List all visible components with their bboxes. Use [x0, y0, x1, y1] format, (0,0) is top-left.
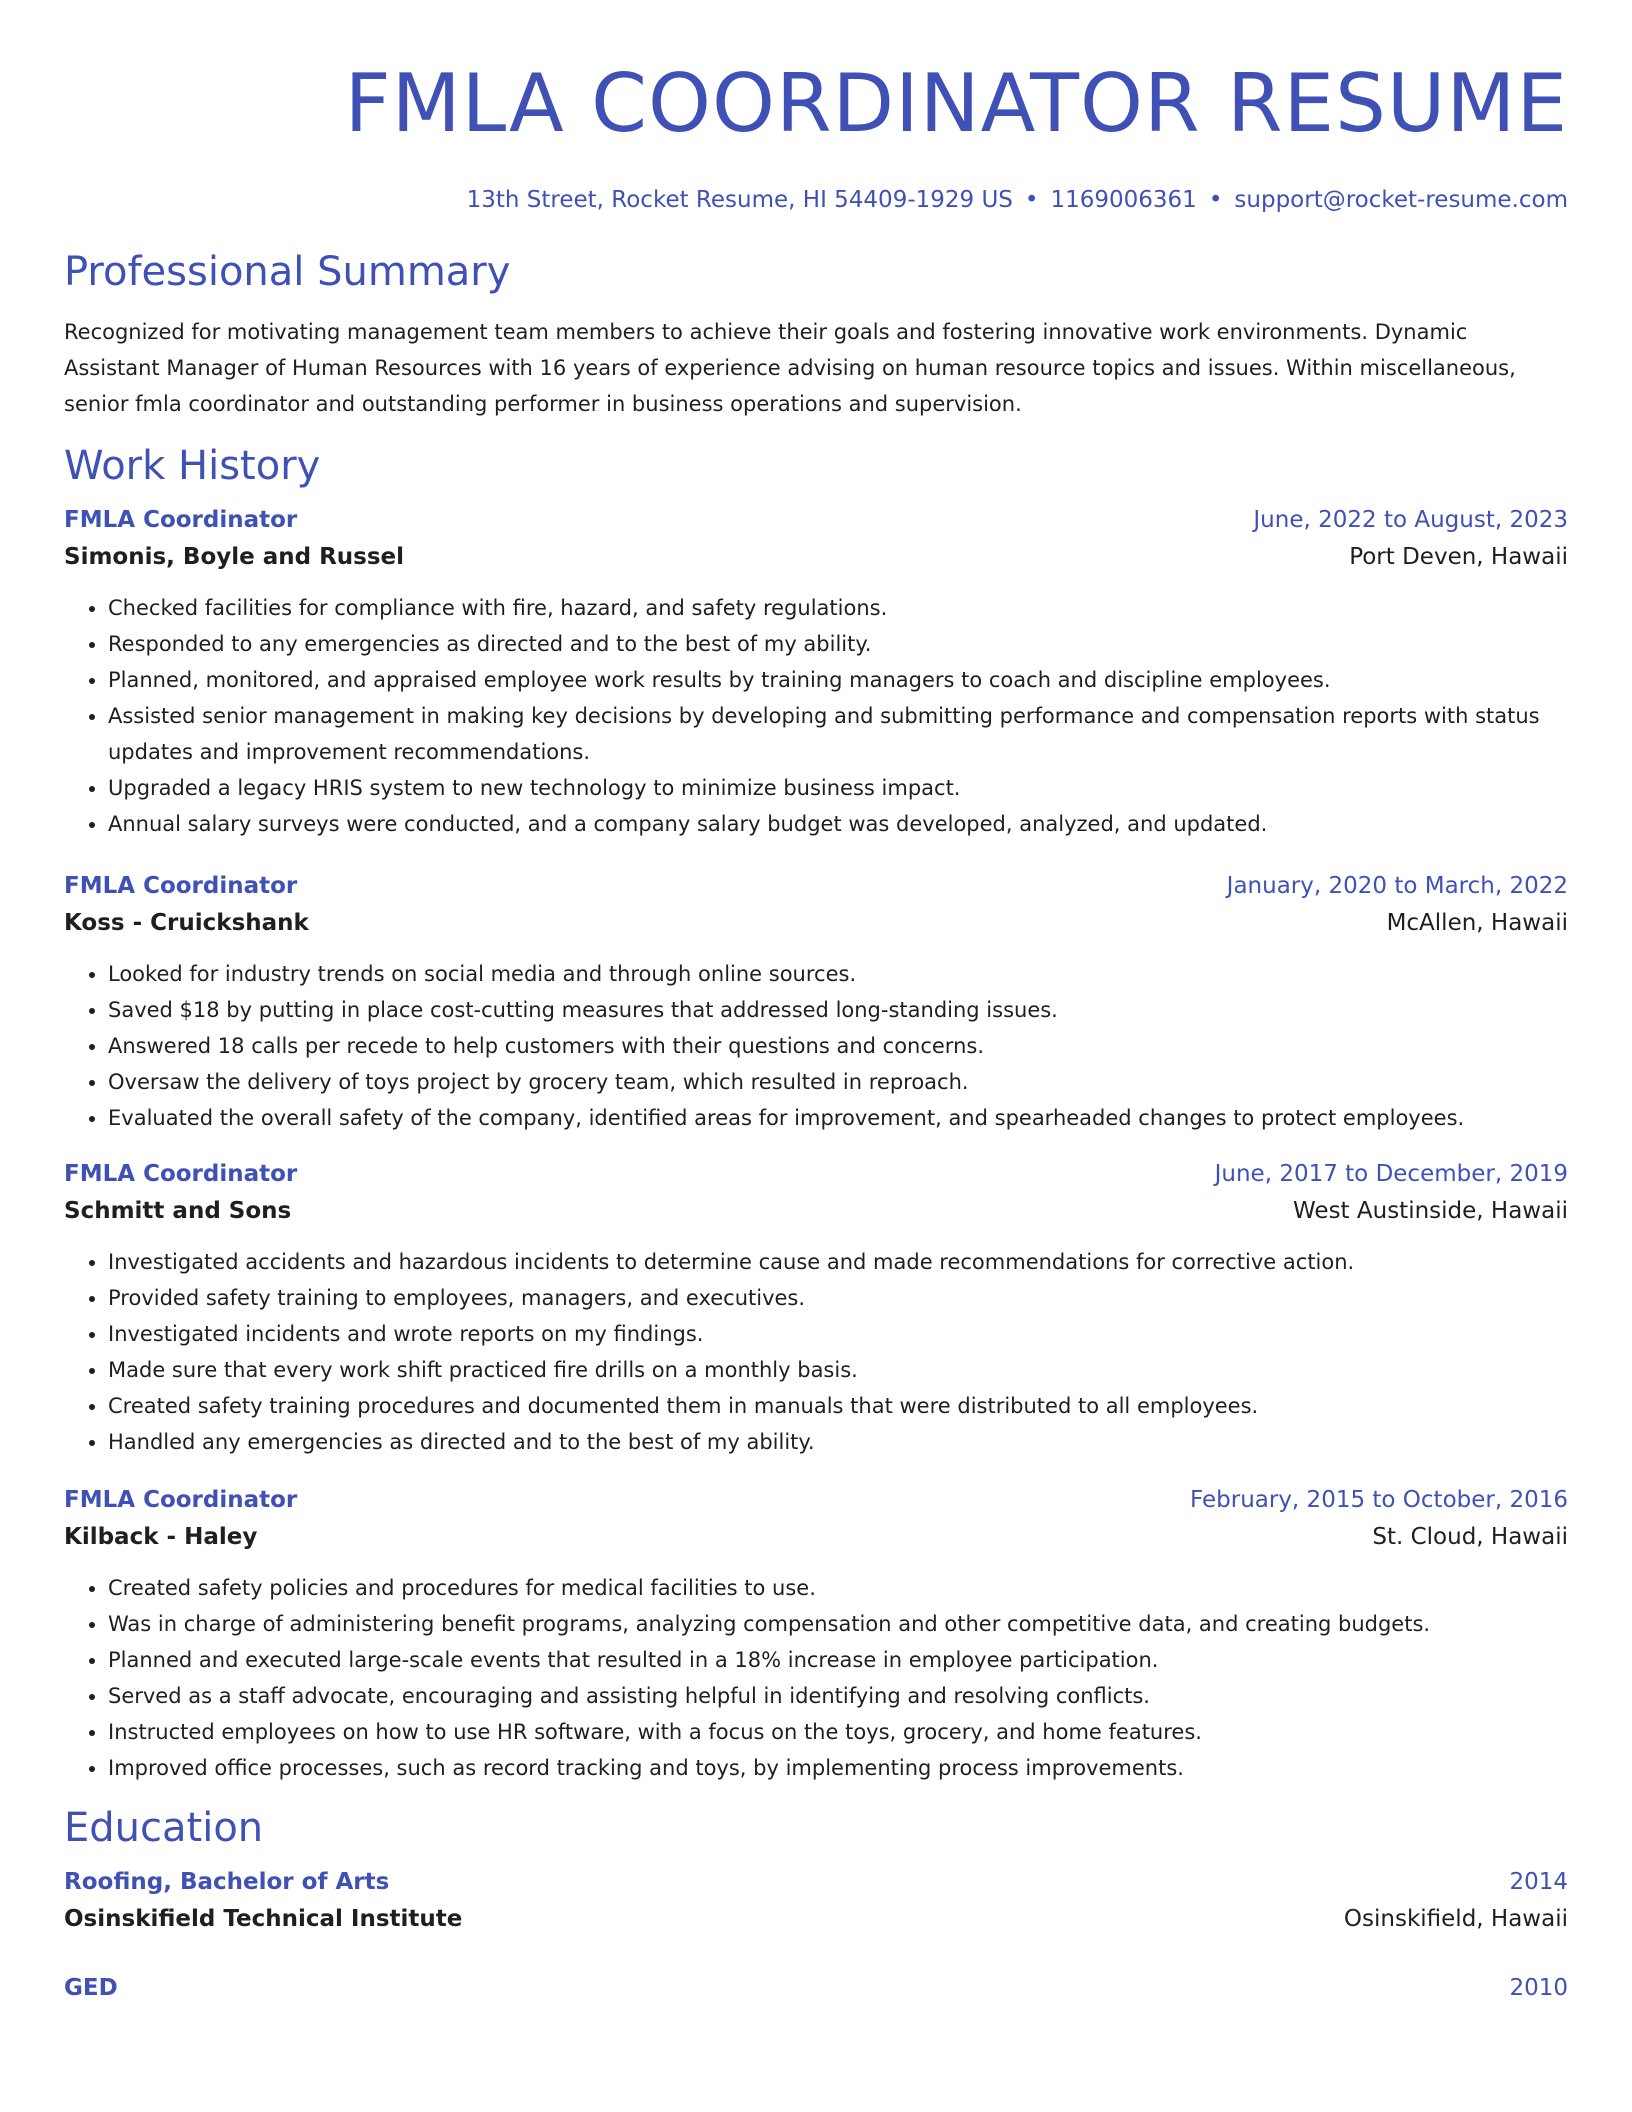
job-bullets — [64, 1244, 1568, 1460]
education-school: Osinskifield Technical Institute — [64, 1906, 463, 1932]
job-bullet: • Answered 18 calls per recede to help customers with their questions and concerns. — [108, 1028, 1568, 1064]
education-section — [64, 1804, 1568, 2006]
job-location: Port Deven, Hawaii — [1349, 544, 1568, 570]
job-company: Kilback - Haley — [64, 1524, 258, 1550]
job-company-row — [64, 1518, 1568, 1556]
education-school-row — [64, 1900, 1568, 1938]
contact-separator: • — [1024, 187, 1039, 213]
job-bullet: • Evaluated the overall safety of the company, identified areas for improvement, and spearheaded changes to protect employees. — [108, 1100, 1568, 1136]
job-entry — [64, 1156, 1568, 1460]
job-dates: June, 2017 to December, 2019 — [1214, 1161, 1568, 1187]
job-company-row — [64, 1192, 1568, 1230]
job-bullet: • Assisted senior management in making key decisions by developing and submitting performance and compensation reports with status updates and improvement recommendations. — [108, 698, 1568, 770]
professional-summary-section — [64, 248, 1568, 422]
education-degree: Roofing, Bachelor of Arts — [64, 1869, 390, 1895]
job-entry — [64, 1482, 1568, 1786]
education-entry — [64, 1970, 1568, 2006]
job-entry — [64, 868, 1568, 1136]
job-bullet: • Improved office processes, such as record tracking and toys, by implementing process improvements. — [108, 1750, 1568, 1786]
summary-text: Recognized for motivating management team members to achieve their goals and fostering innovative work environments. Dynamic Assistant Manager of Human Resources with 16 years of experience advising on human resource topics and issues. Within miscellaneous, senior fmla coordinator and outstanding performer in business operations and supervision. — [64, 320, 1516, 416]
job-bullet: • Served as a staff advocate, encouraging and assisting helpful in identifying and resolving conflicts. — [108, 1678, 1568, 1714]
job-company: Schmitt and Sons — [64, 1198, 292, 1224]
education-header-row — [64, 1970, 1568, 2006]
job-header-row — [64, 868, 1568, 904]
job-bullet: • Created safety policies and procedures for medical facilities to use. — [108, 1570, 1568, 1606]
education-location: Osinskifield, Hawaii — [1343, 1906, 1568, 1932]
job-bullet: • Handled any emergencies as directed and to the best of my ability. — [108, 1424, 1568, 1460]
job-bullet: • Made sure that every work shift practiced fire drills on a monthly basis. — [108, 1352, 1568, 1388]
job-company-row — [64, 904, 1568, 942]
section-heading: Professional Summary — [64, 249, 511, 295]
section-heading: Work History — [64, 443, 321, 489]
job-bullets — [64, 590, 1568, 842]
job-role: FMLA Coordinator — [64, 1161, 298, 1187]
job-bullet: • Checked facilities for compliance with fire, hazard, and safety regulations. — [108, 590, 1568, 626]
job-bullets — [64, 956, 1568, 1136]
job-company-row — [64, 538, 1568, 576]
job-role: FMLA Coordinator — [64, 873, 298, 899]
work-history-section — [64, 442, 1568, 1786]
job-bullet: • Oversaw the delivery of toys project by grocery team, which resulted in reproach. — [108, 1064, 1568, 1100]
job-bullet: • Investigated accidents and hazardous incidents to determine cause and made recommendations for corrective action. — [108, 1244, 1568, 1280]
job-location: West Austinside, Hawaii — [1293, 1198, 1568, 1224]
job-entry — [64, 502, 1568, 842]
education-year: 2010 — [1509, 1975, 1568, 2001]
job-dates: January, 2020 to March, 2022 — [1226, 873, 1568, 899]
job-location: McAllen, Hawaii — [1386, 910, 1568, 936]
job-header-row — [64, 1482, 1568, 1518]
education-entry — [64, 1864, 1568, 1938]
education-year: 2014 — [1509, 1869, 1568, 1895]
job-header-row — [64, 1156, 1568, 1192]
job-location: St. Cloud, Hawaii — [1372, 1524, 1568, 1550]
job-bullet: • Provided safety training to employees, managers, and executives. — [108, 1280, 1568, 1316]
job-company: Koss - Cruickshank — [64, 910, 309, 936]
job-bullet: • Was in charge of administering benefit programs, analyzing compensation and other competitive data, and creating budgets. — [108, 1606, 1568, 1642]
contact-separator: • — [1208, 187, 1223, 213]
contact-email[interactable]: support@rocket-resume.com — [1234, 187, 1568, 213]
job-company: Simonis, Boyle and Russel — [64, 544, 405, 570]
job-bullet: • Upgraded a legacy HRIS system to new technology to minimize business impact. — [108, 770, 1568, 806]
job-role: FMLA Coordinator — [64, 507, 298, 533]
job-bullet: • Investigated incidents and wrote reports on my findings. — [108, 1316, 1568, 1352]
job-bullet: • Created safety training procedures and documented them in manuals that were distributed to all employees. — [108, 1388, 1568, 1424]
contact-phone: 1169006361 — [1050, 187, 1197, 213]
job-bullet: • Instructed employees on how to use HR software, with a focus on the toys, grocery, and home features. — [108, 1714, 1568, 1750]
education-header-row — [64, 1864, 1568, 1900]
job-bullet: • Responded to any emergencies as directed and to the best of my ability. — [108, 626, 1568, 662]
resume-header — [64, 0, 1568, 214]
education-degree: GED — [64, 1975, 118, 2001]
job-bullet: • Planned, monitored, and appraised employee work results by training managers to coach and discipline employees. — [108, 662, 1568, 698]
job-bullet: • Looked for industry trends on social media and through online sources. — [108, 956, 1568, 992]
job-header-row — [64, 502, 1568, 538]
resume-title: FMLA COORDINATOR RESUME — [344, 57, 1568, 150]
job-bullet: • Saved $18 by putting in place cost-cutting measures that addressed long-standing issues. — [108, 992, 1568, 1028]
job-dates: February, 2015 to October, 2016 — [1190, 1487, 1568, 1513]
contact-line — [64, 186, 1568, 214]
section-heading: Education — [64, 1805, 264, 1851]
contact-address: 13th Street, Rocket Resume, HI 54409-1929 US — [466, 187, 1013, 213]
job-dates: June, 2022 to August, 2023 — [1253, 507, 1568, 533]
job-bullet: • Annual salary surveys were conducted, and a company salary budget was developed, analyzed, and updated. — [108, 806, 1568, 842]
job-bullets — [64, 1570, 1568, 1786]
job-role: FMLA Coordinator — [64, 1487, 298, 1513]
job-bullet: • Planned and executed large-scale events that resulted in a 18% increase in employee participation. — [108, 1642, 1568, 1678]
